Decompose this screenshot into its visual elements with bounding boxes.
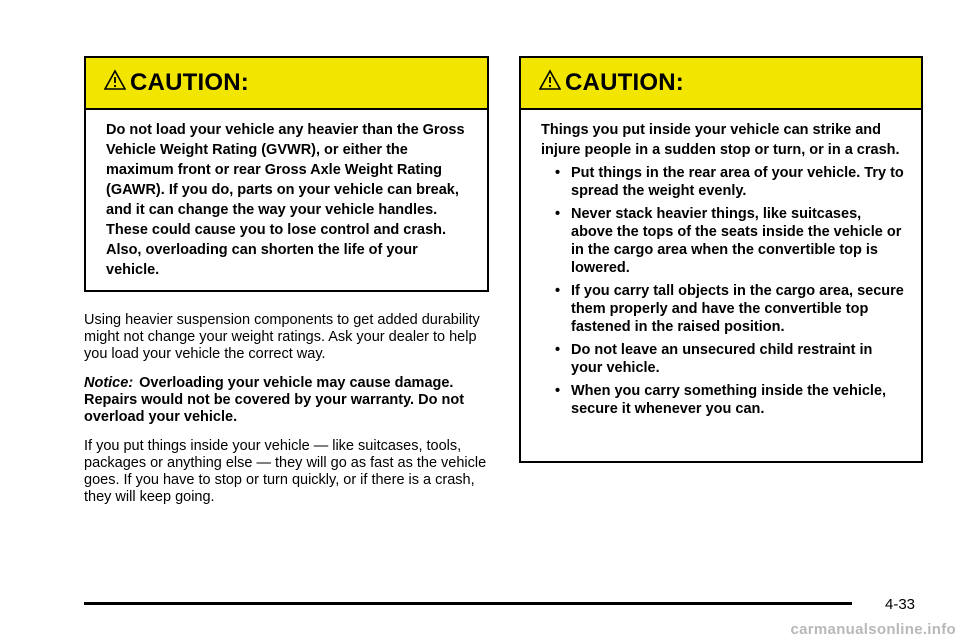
caution-intro: Things you put inside your vehicle can strike and injure people in a sudden stop or turn, or in a crash. <box>541 122 900 158</box>
bullet-text: If you carry tall objects in the cargo area, secure them properly and have the convertible top fastened in the raised position. <box>571 283 904 335</box>
notice-label: Notice: <box>84 375 134 391</box>
list-item <box>551 341 905 377</box>
bullet-text: Put things in the rear area of your vehicle. Try to spread the weight evenly. <box>571 165 904 199</box>
bullet-icon: • <box>555 165 561 181</box>
loose-items-paragraph: If you put things inside your vehicle — like suitcases, tools, packages or anything else — they will go as fast as the vehicle goes. If you have to stop or turn quickly, or if there is a crash, they will keep going. <box>84 438 487 505</box>
caution-bullet-list <box>541 164 905 418</box>
warning-triangle-icon <box>104 69 126 91</box>
bullet-icon: • <box>555 206 561 222</box>
caution-title: CAUTION: <box>130 69 249 96</box>
bullet-icon: • <box>555 342 561 358</box>
watermark: carmanualsonline.info <box>790 621 956 638</box>
notice-text: Overloading your vehicle may cause damage. Repairs would not be covered by your warranty. Do not overload your vehicle. <box>84 375 465 425</box>
suspension-paragraph: Using heavier suspension components to get added durability might not change your weight ratings. Ask your dealer to help you load your vehicle the correct way. <box>84 312 480 362</box>
list-item <box>551 382 905 418</box>
bullet-text: Do not leave an unsecured child restraint in your vehicle. <box>571 342 873 376</box>
footer-rule <box>84 602 852 605</box>
bullet-icon: • <box>555 283 561 299</box>
list-item <box>551 164 905 200</box>
bullet-text: Never stack heavier things, like suitcases, above the tops of the seats inside the vehicle or in the cargo area when the convertible top is lowered. <box>571 206 902 276</box>
caution-box-overloading <box>84 56 489 292</box>
bullet-text: When you carry something inside the vehicle, secure it whenever you can. <box>571 383 887 417</box>
caution-box-loose-items <box>519 56 923 463</box>
caution-title: CAUTION: <box>565 69 684 96</box>
warning-triangle-icon <box>539 69 561 91</box>
list-item <box>551 205 905 277</box>
caution-header <box>521 58 921 110</box>
caution-content <box>521 110 921 418</box>
caution-text: Do not load your vehicle any heavier than the Gross Vehicle Weight Rating (GVWR), or either the maximum front or rear Gross Axle Weight Rating (GAWR). If you do, parts on your vehicle can break, and it can change the way your vehicle handles. These could cause you to lose control and crash. Also, overloading can shorten the life of your vehicle. <box>106 122 465 278</box>
notice-paragraph <box>84 375 494 426</box>
caution-header <box>86 58 487 110</box>
page-number: 4-33 <box>885 596 916 613</box>
bullet-icon: • <box>555 383 561 399</box>
list-item <box>551 282 905 336</box>
